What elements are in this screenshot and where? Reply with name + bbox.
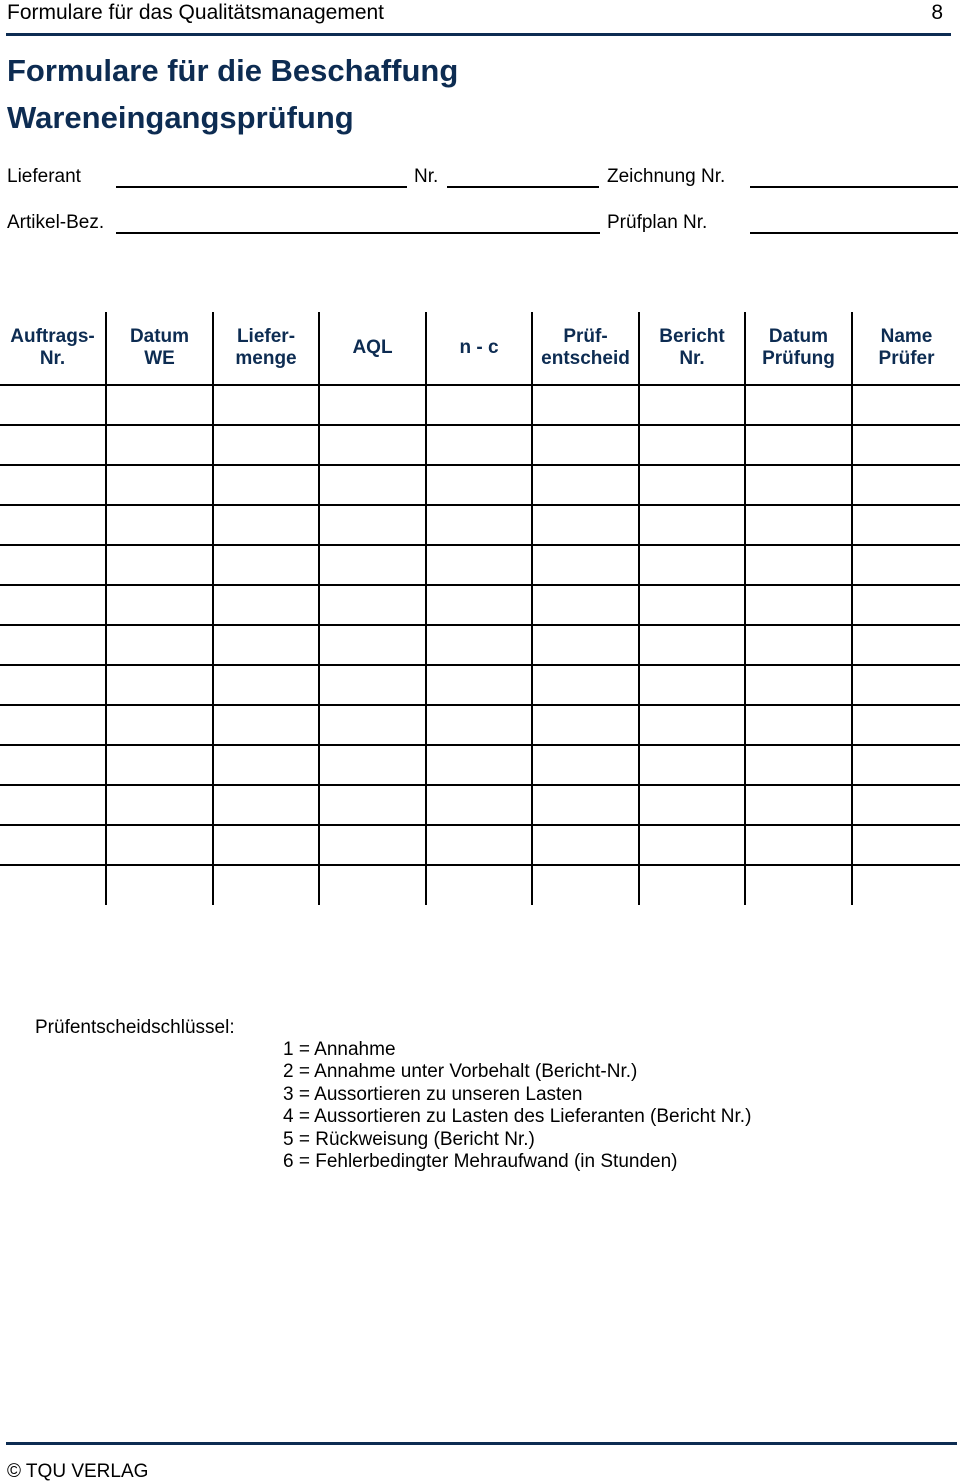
supplier-field[interactable] [116, 186, 407, 188]
table-row [0, 624, 960, 626]
header-divider [6, 33, 951, 36]
list-item: 5 = Rückweisung (Bericht Nr.) [283, 1128, 535, 1150]
column-divider [531, 312, 533, 905]
document-header-title: Formulare für das Qualitätsmanagement [7, 1, 385, 24]
list-item: 2 = Annahme unter Vorbehalt (Bericht-Nr.) [283, 1061, 638, 1083]
list-item: 3 = Aussortieren zu unseren Lasten [283, 1083, 583, 1105]
column-header-order-number: Auftrags- Nr. [10, 326, 95, 369]
column-divider [638, 312, 640, 905]
list-item: 4 = Aussortieren zu Lasten des Lieferanten (Bericht Nr.) [283, 1106, 752, 1128]
table-row [0, 544, 960, 546]
supplier-number-field[interactable] [447, 186, 599, 188]
decision-key-list [283, 1039, 751, 1173]
list-item: 6 = Fehlerbedingter Mehraufwand (in Stunden) [283, 1151, 678, 1173]
column-header-inspector-name: Name Prüfer [878, 326, 935, 369]
inspection-table [0, 312, 960, 905]
table-row [0, 584, 960, 586]
article-label: Artikel-Bez. [7, 212, 105, 233]
supplier-number-label: Nr. [414, 166, 439, 187]
table-row [0, 864, 960, 866]
column-header-aql: AQL [352, 337, 393, 358]
drawing-number-label: Zeichnung Nr. [607, 166, 726, 187]
supplier-label: Lieferant [7, 166, 81, 187]
column-header-receipt-date: Datum WE [129, 326, 190, 369]
table-row [0, 424, 960, 426]
drawing-number-field[interactable] [750, 186, 958, 188]
decision-key-label: Prüfentscheidschlüssel: [35, 1017, 235, 1038]
article-field[interactable] [116, 232, 600, 234]
copyright-notice: © TQU VERLAG [7, 1461, 149, 1482]
table-row [0, 744, 960, 746]
page-number: 8 [931, 1, 943, 24]
column-header-report-number: Bericht Nr. [659, 326, 725, 369]
table-row [0, 704, 960, 706]
test-plan-label: Prüfplan Nr. [607, 212, 708, 233]
column-divider [105, 312, 107, 905]
column-divider [212, 312, 214, 905]
table-row [0, 784, 960, 786]
column-header-n-c: n - c [459, 337, 499, 358]
column-divider [425, 312, 427, 905]
footer-divider [6, 1442, 957, 1445]
column-header-test-date: Datum Prüfung [762, 326, 835, 369]
column-divider [744, 312, 746, 905]
column-header-delivery-quantity: Liefer- menge [235, 326, 297, 369]
column-divider [851, 312, 853, 905]
table-row [0, 504, 960, 506]
table-row [0, 824, 960, 826]
test-plan-field[interactable] [750, 232, 958, 234]
section-title: Formulare für die Beschaffung [7, 53, 459, 88]
table-row [0, 664, 960, 666]
table-row [0, 464, 960, 466]
header-row-divider [0, 384, 960, 386]
column-divider [318, 312, 320, 905]
list-item: 1 = Annahme [283, 1039, 396, 1060]
column-header-test-decision: Prüf- entscheid [541, 326, 630, 369]
form-title: Wareneingangsprüfung [7, 100, 354, 135]
